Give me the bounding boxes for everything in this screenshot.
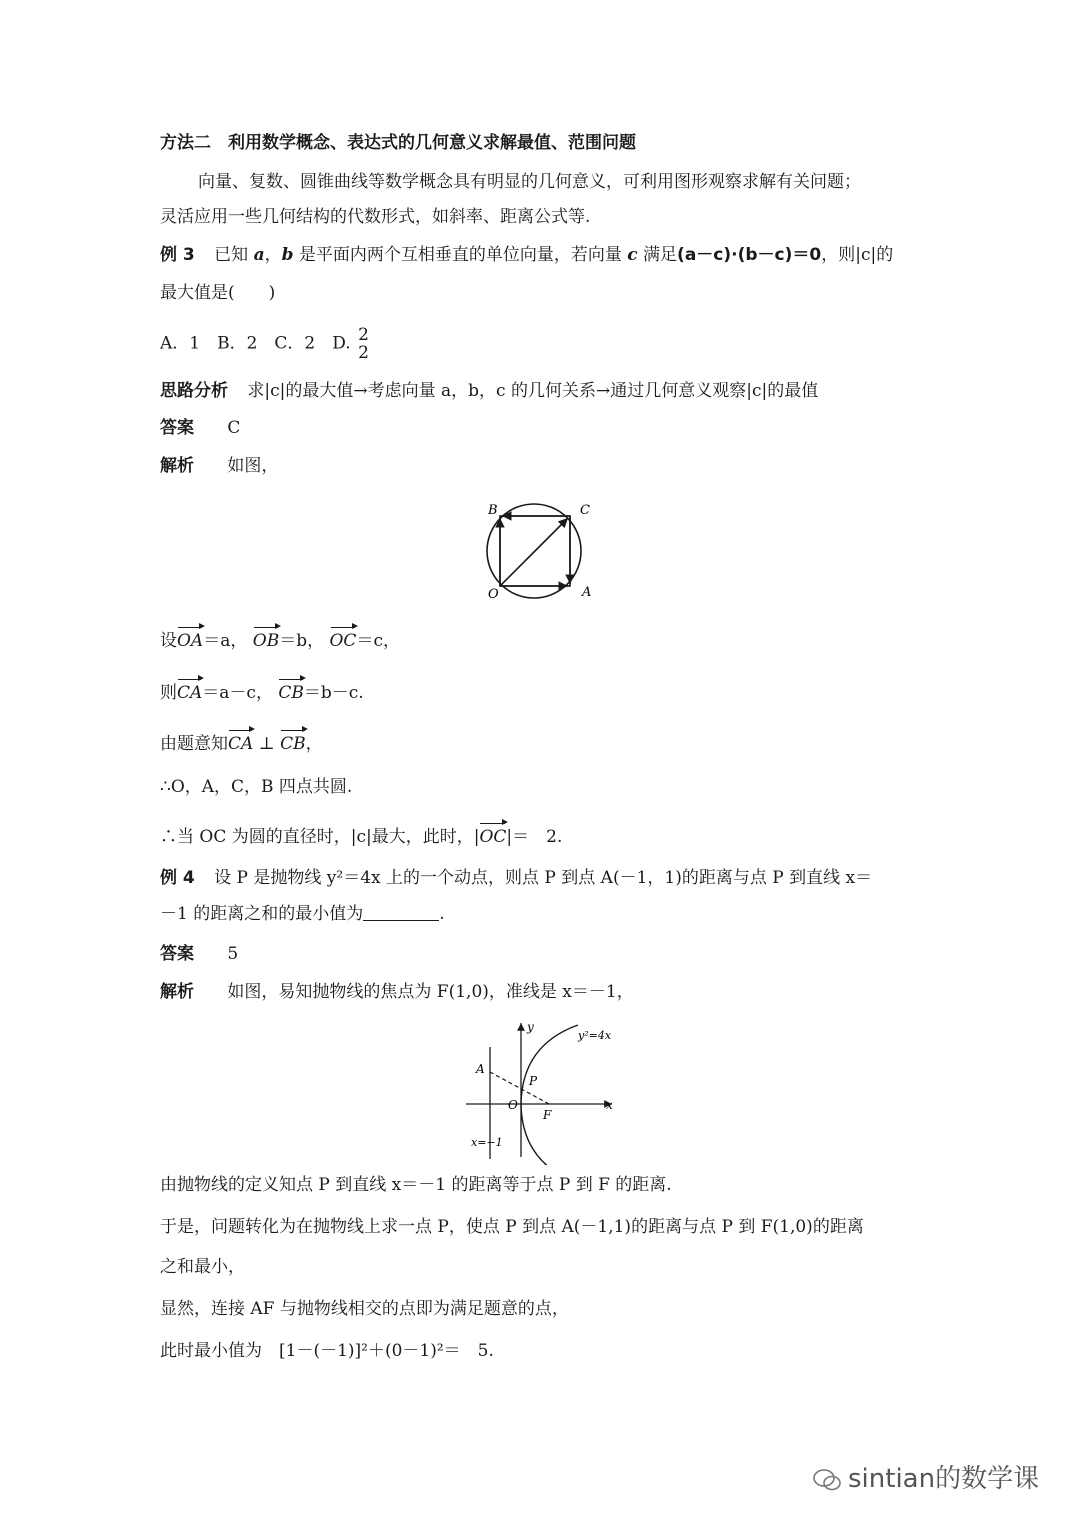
q-text: 是平面内两个互相垂直的单位向量，若向量 — [298, 245, 622, 265]
ex4-step-4: 显然，连接 AF 与抛物线相交的点即为满足题意的点， — [160, 1299, 569, 1319]
intro-line-2: 灵活应用一些几何结构的代数形式，如斜率、距离公式等. — [160, 207, 591, 227]
choice-d-fraction — [358, 326, 369, 362]
section-title: 方法二 利用数学概念、表达式的几何意义求解最值、范围问题 — [160, 133, 636, 153]
circle-square-figure — [480, 490, 610, 610]
analysis-label: 思路分析 — [160, 381, 228, 401]
label-x: x — [606, 1098, 613, 1112]
solution-text: 如图， — [227, 456, 279, 476]
vec-a: a — [253, 245, 265, 265]
example-3-choices — [160, 326, 369, 362]
choices-text: A．1 B．2 C．2 D. — [160, 333, 351, 354]
example-3-label: 例 3 — [160, 245, 195, 265]
example-3-analysis — [160, 379, 818, 403]
watermark — [812, 1458, 1039, 1495]
step-concyclic: ∴O，A，C，B 四点共圆. — [160, 777, 353, 797]
vec-CA: CA — [177, 683, 203, 703]
label-curve: y²=4x — [578, 1029, 612, 1042]
vec-CB: CB — [278, 683, 304, 703]
vec-OB: OB — [252, 631, 280, 651]
label-A: A — [476, 1062, 485, 1076]
solution-label: 解析 — [160, 982, 194, 1002]
analysis-text: 求|c|的最大值→考虑向量 a，b，c 的几何关系→通过几何意义观察|c|的最值 — [247, 381, 819, 401]
frac-den: 2 — [358, 343, 369, 363]
segment-AF — [490, 1072, 549, 1104]
label-C: C — [580, 503, 590, 518]
label-F: F — [543, 1108, 552, 1122]
ex4-step-3: 之和最小， — [160, 1257, 245, 1277]
ex4-step-5: 此时最小值为 [1－(－1)]²＋(0－1)²＝ 5. — [160, 1341, 494, 1361]
vec-CB: CB — [280, 734, 306, 754]
q-text: －1 的距离之和的最小值为 — [160, 904, 364, 924]
example-3-question-line-1: 例 3 已知 a，b 是平面内两个互相垂直的单位向量，若向量 c 满足(a－c)·(b－c)＝0，则|c|的 — [160, 245, 894, 265]
vec-c: c — [627, 245, 638, 265]
example-4-label: 例 4 — [160, 868, 195, 888]
example-3-solution-intro — [160, 454, 278, 478]
q-text: 已知 — [214, 245, 249, 265]
step-text: |＝ 2. — [506, 827, 563, 847]
step-max — [160, 825, 562, 849]
label-A: A — [582, 585, 592, 600]
parabola-curve — [521, 1025, 578, 1165]
example-4-question-line-2: －1 的距离之和的最小值为 . — [160, 904, 445, 924]
step-text: ∴当 OC 为圆的直径时，|c|最大，此时，| — [160, 827, 480, 847]
step-ca-cb: 则CA＝a－c， CB＝b－c. — [160, 683, 364, 703]
example-4-question-line-1 — [160, 866, 872, 890]
frac-num: 2 — [358, 325, 369, 345]
label-O: O — [488, 587, 499, 602]
wechat-icon — [812, 1467, 842, 1493]
step-perpendicular: 由题意知CA ⊥ CB， — [160, 734, 323, 754]
answer-label: 答案 — [160, 418, 194, 438]
answer-blank[interactable] — [363, 904, 439, 921]
answer-label: 答案 — [160, 944, 194, 964]
answer-value: 5 — [227, 944, 239, 964]
ex4-step-2: 于是，问题转化为在抛物线上求一点 P，使点 P 到点 A(－1,1)的距离与点 P 到 F(1,0)的距离 — [160, 1217, 864, 1237]
vec-b: b — [281, 245, 294, 265]
step-text: ＝b， — [279, 631, 325, 651]
label-P: P — [529, 1074, 538, 1088]
step-text: ＝b－c. — [303, 683, 364, 703]
example-3-answer — [160, 416, 240, 440]
vec-OA: OA — [177, 631, 204, 651]
step-text: 由题意知 — [160, 734, 228, 754]
solution-label: 解析 — [160, 456, 194, 476]
condition: (a－c)·(b－c)＝0 — [677, 245, 822, 265]
vec-OC: OC — [479, 827, 507, 847]
ex4-step-1: 由抛物线的定义知点 P 到直线 x＝－1 的距离等于点 P 到 F 的距离. — [160, 1175, 672, 1195]
vec-CA: CA — [228, 734, 254, 754]
label-B: B — [488, 503, 498, 518]
step-text: ＝c， — [356, 631, 400, 651]
q-text: 满足 — [643, 245, 678, 265]
label-O: O — [508, 1098, 518, 1112]
step-text: ＝a， — [203, 631, 248, 651]
q-text: 设 P 是抛物线 y²＝4x 上的一个动点，则点 P 到点 A(－1，1)的距离与点 P 到直线 x＝ — [214, 868, 873, 888]
label-y: y — [527, 1020, 534, 1034]
q-text: ，则|c|的 — [821, 245, 894, 265]
intro-line-1: 向量、复数、圆锥曲线等数学概念具有明显的几何意义，可利用图形观察求解有关问题； — [198, 172, 861, 192]
parabola-figure — [460, 1015, 620, 1165]
example-4-solution-intro — [160, 980, 634, 1004]
vector-OC — [500, 518, 568, 586]
label-directrix: x=−1 — [471, 1136, 503, 1149]
watermark-text: sintian的数学课 — [848, 1464, 1040, 1494]
solution-text: 如图，易知抛物线的焦点为 F(1,0)，准线是 x＝－1， — [227, 982, 634, 1002]
example-4-answer — [160, 942, 238, 966]
step-text: ＝a－c， — [202, 683, 273, 703]
answer-value: C — [227, 418, 241, 438]
vec-OC: OC — [329, 631, 357, 651]
step-define-vectors: 设OA＝a， OB＝b， OC＝c， — [160, 631, 400, 651]
example-3-question-line-2: 最大值是( ) — [160, 283, 276, 303]
